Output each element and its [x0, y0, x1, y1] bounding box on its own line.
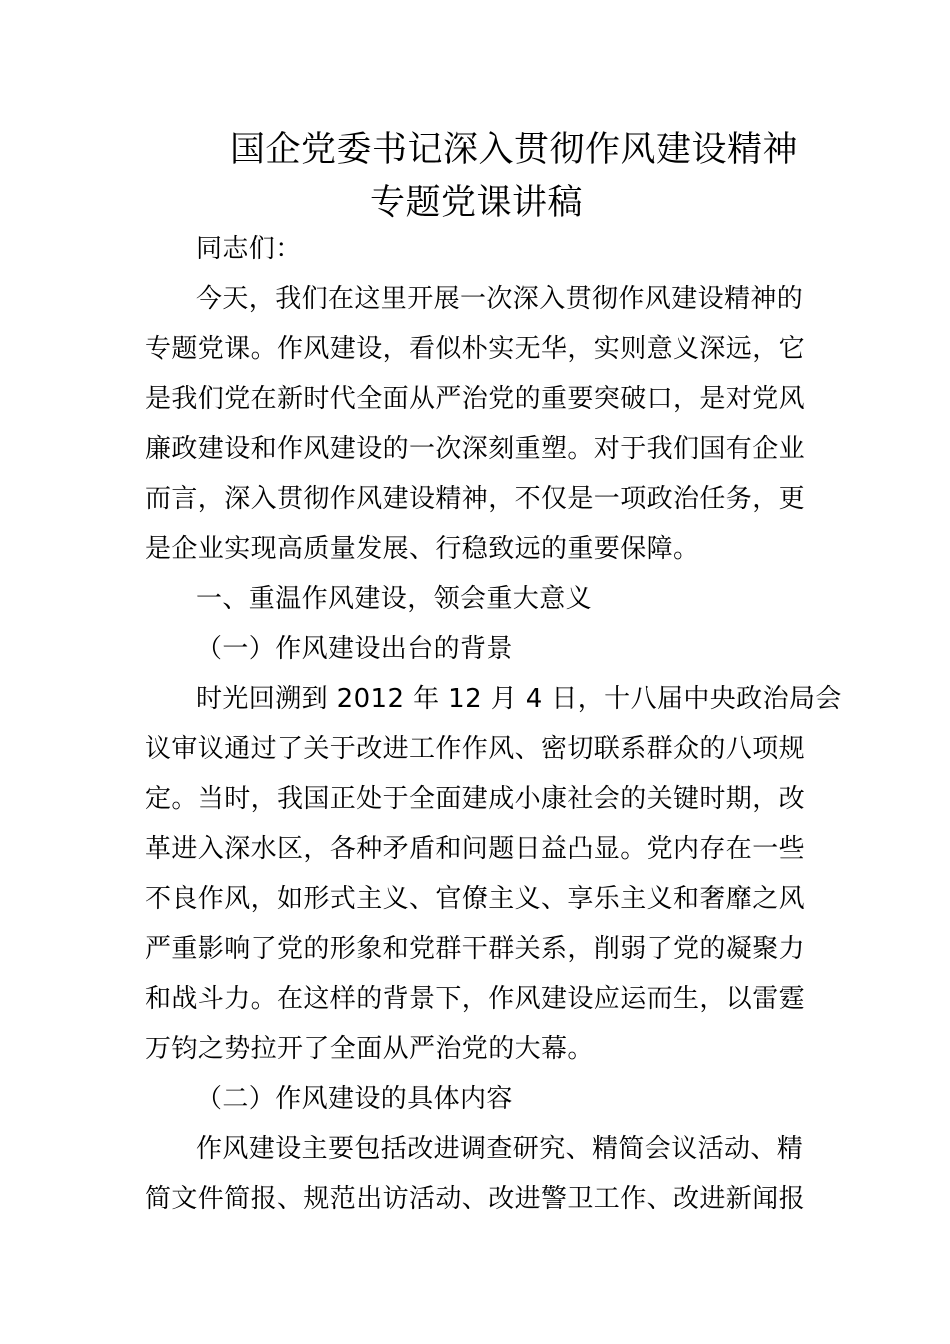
document-title-line-2: 专题党课讲稿 [370, 183, 584, 223]
paragraph-line: 革进入深水区，各种矛盾和问题日益凸显。党内存在一些 [145, 834, 806, 864]
paragraph-line: 议审议通过了关于改进工作作风、密切联系群众的八项规 [145, 734, 806, 764]
paragraph-line: 而言，深入贯彻作风建设精神，不仅是一项政治任务，更 [145, 484, 806, 514]
paragraph-line: 和战斗力。在这样的背景下，作风建设应运而生，以雷霆 [145, 984, 806, 1014]
paragraph-line: 是企业实现高质量发展、行稳致远的重要保障。 [145, 534, 700, 564]
paragraph-line: 作风建设主要包括改进调查研究、精简会议活动、精 [196, 1134, 804, 1164]
subsection-heading: （二）作风建设的具体内容 [196, 1084, 513, 1114]
section-heading: 一、重温作风建设，领会重大意义 [196, 584, 593, 614]
paragraph-line: 是我们党在新时代全面从严治党的重要突破口，是对党风 [145, 384, 806, 414]
paragraph-line: 定。当时，我国正处于全面建成小康社会的关键时期，改 [145, 784, 806, 814]
document-title-line-1: 国企党委书记深入贯彻作风建设精神 [230, 130, 799, 170]
paragraph-line: 时光回溯到 2012 年 12 月 4 日，十八届中央政治局会 [196, 684, 842, 714]
paragraph-line: 简文件简报、规范出访活动、改进警卫工作、改进新闻报 [145, 1184, 806, 1214]
subsection-heading: （一）作风建设出台的背景 [196, 634, 513, 664]
paragraph-line: 今天，我们在这里开展一次深入贯彻作风建设精神的 [196, 284, 804, 314]
paragraph-line: 廉政建设和作风建设的一次深刻重塑。对于我们国有企业 [145, 434, 806, 464]
paragraph-line: 专题党课。作风建设，看似朴实无华，实则意义深远，它 [145, 334, 806, 364]
paragraph-line: 万钧之势拉开了全面从严治党的大幕。 [145, 1034, 594, 1064]
paragraph-line: 不良作风，如形式主义、官僚主义、享乐主义和奢靡之风 [145, 884, 806, 914]
paragraph-line: 严重影响了党的形象和党群干群关系，削弱了党的凝聚力 [145, 934, 806, 964]
greeting-text: 同志们： [196, 234, 302, 264]
